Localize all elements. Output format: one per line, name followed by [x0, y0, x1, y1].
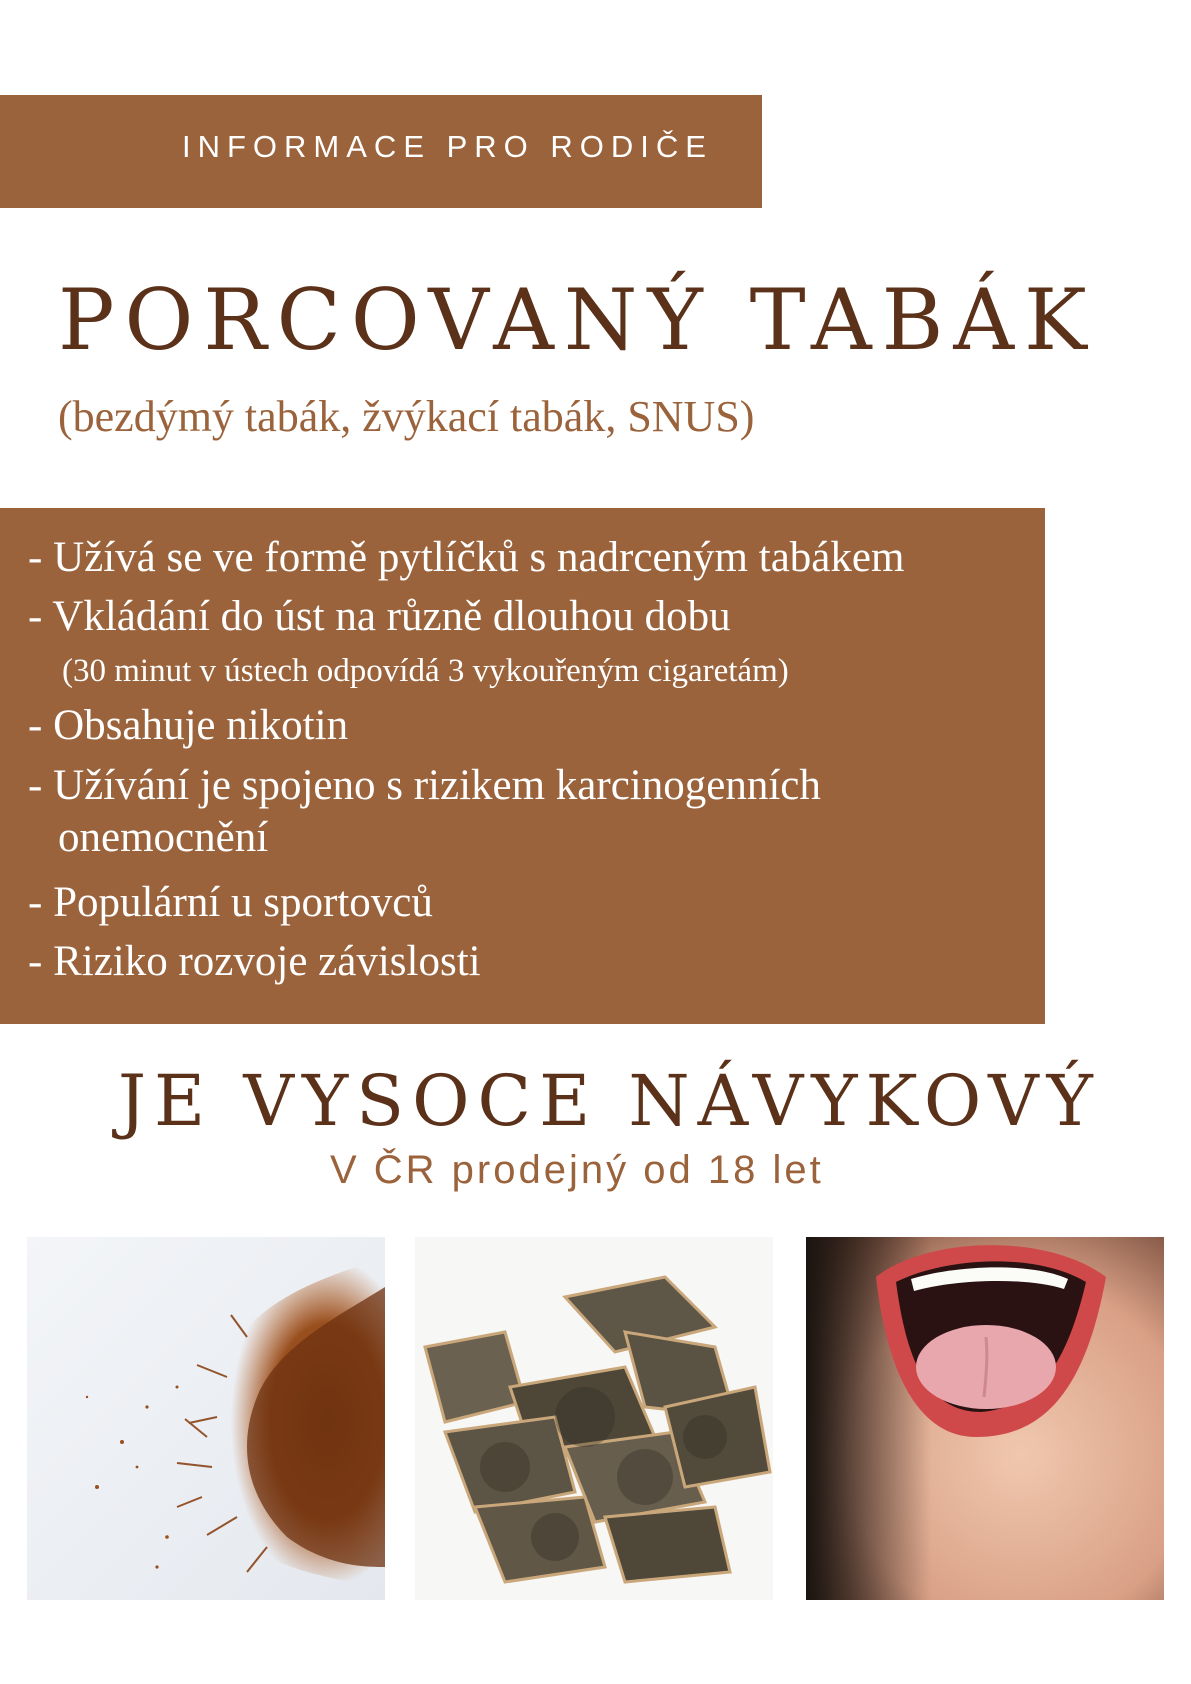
top-banner [0, 95, 762, 208]
page-subtitle: (bezdýmý tabák, žvýkací tabák, SNUS) [58, 392, 755, 441]
info-line: - Populární u sportovců [28, 879, 433, 926]
info-box [0, 508, 1045, 1024]
info-line: - Vkládání do úst na různě dlouhou dobu [28, 593, 731, 640]
info-line: (30 minut v ústech odpovídá 3 vykouřeným cigaretám) [62, 653, 789, 689]
info-line: - Obsahuje nikotin [28, 702, 349, 749]
info-line: - Riziko rozvoje závislosti [28, 938, 481, 985]
info-line: - Užívání je spojeno s rizikem karcinogenních [28, 762, 821, 809]
banner-text: INFORMACE PRO RODIČE [182, 129, 713, 164]
info-line: - Užívá se ve formě pytlíčků s nadrceným tabákem [28, 534, 905, 581]
headline: JE VYSOCE NÁVYKOVÝ [118, 1060, 1101, 1142]
snus-pouches-photo [415, 1237, 773, 1600]
open-mouth-photo [806, 1237, 1164, 1600]
info-line: onemocnění [58, 814, 269, 861]
info-box-notch [1045, 800, 1051, 1024]
loose-tobacco-photo [27, 1237, 385, 1600]
page-title: PORCOVANÝ TABÁK [58, 271, 1097, 369]
age-note: V ČR prodejný od 18 let [330, 1148, 824, 1192]
